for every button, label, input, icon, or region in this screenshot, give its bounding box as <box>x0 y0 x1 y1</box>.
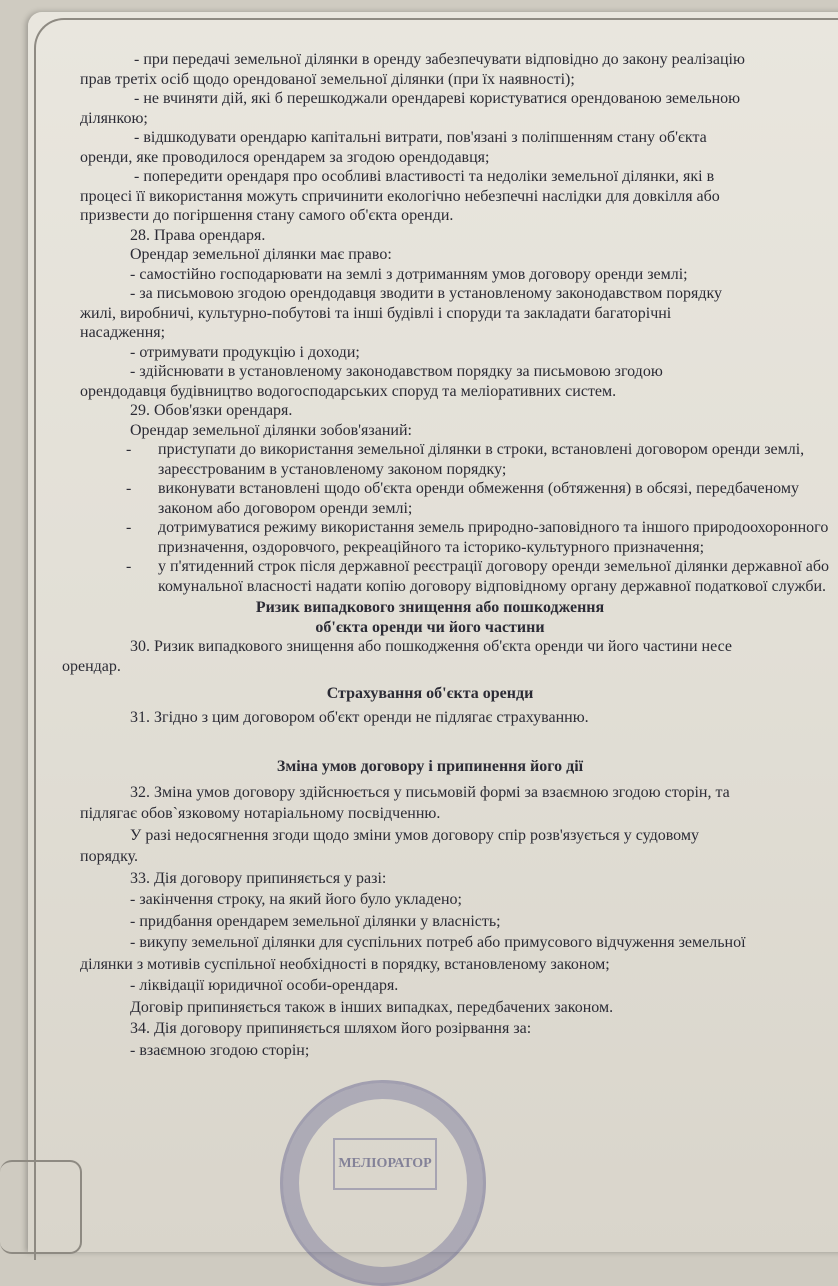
bullet-dash: - <box>126 519 132 536</box>
text-line: порядку. <box>80 848 139 865</box>
text-line: ділянки з мотивів суспільної необхідності в порядку, встановленому законом; <box>80 955 610 973</box>
text-line: - ліквідації юридичної особи-орендаря. <box>130 977 399 994</box>
text-line: 33. Дія договору припиняється у разі: <box>130 869 387 887</box>
duty-item <box>80 557 838 596</box>
text-line: оренди, яке проводилося орендарем за згодою орендодавця; <box>80 148 490 166</box>
duty-text: виконувати встановлені щодо об'єкта оренди обмеження (обтяження) в обсязі, передбаченому законом або договором оренди землі; <box>158 480 799 517</box>
duty-text: у п'ятиденний строк після державної реєстрації договору оренди земельної ділянки державної або комунальної власності надати копію договору відповідному органу державної податкової служби. <box>158 558 830 595</box>
text-line: 32. Зміна умов договору здійснюється у письмовій формі за взаємною згодою сторін, та <box>130 783 730 801</box>
insurance-paragraph: 31. Згідно з цим договором об'єкт оренди не підлягає страхуванню. <box>130 708 589 726</box>
text-line: жилі, виробничі, культурно-побутові та інші будівлі і споруди та закладати багаторічні <box>80 304 672 322</box>
duty-text: дотримуватися режиму використання земель природно-заповідного та іншого природоохоронного призначення, оздоровчого, рекреаційного та історико-культурного призначення; <box>158 519 829 556</box>
text-line: прав третіх осіб щодо орендованої земельної ділянки (при їх наявності); <box>80 70 575 88</box>
text-line: - самостійно господарювати на землі з дотриманням умов договору оренди землі; <box>130 265 688 283</box>
insurance-heading: Страхування об'єкта оренди <box>326 685 534 702</box>
risk-heading-line2: об'єкта оренди чи його частини <box>315 618 545 636</box>
text-line: 34. Дія договору припиняється шляхом його розірвання за: <box>130 1020 532 1037</box>
tenant-duties-list <box>80 440 838 596</box>
text-line: - отримувати продукцію і доходи; <box>130 343 360 361</box>
bullet-dash: - <box>126 480 132 497</box>
text-line: підлягає обов`язковому нотаріальному посвідченню. <box>80 805 441 822</box>
text-line: ділянкою; <box>80 109 148 127</box>
seal-center: МЕЛІОРАТОР <box>333 1138 437 1190</box>
duty-item <box>80 518 838 557</box>
change-termination-section <box>80 783 838 1061</box>
document-body <box>62 50 838 1060</box>
bullet-dash: - <box>126 558 132 575</box>
text-line: Договір припиняється також в інших випадках, передбачених законом. <box>130 998 614 1016</box>
duty-item <box>80 479 838 518</box>
text-line: - не вчиняти дій, які б перешкоджали орендареві користуватися орендованою земельною <box>134 90 741 107</box>
lease-obligations-section <box>80 50 838 440</box>
risk-paragraph: 30. Ризик випадкового знищення або пошкодження об'єкта оренди чи його частини несе <box>130 638 732 655</box>
text-line: - взаємною згодою сторін; <box>130 1041 310 1059</box>
duty-item <box>80 440 838 479</box>
text-line: орендодавця будівництво водогосподарських споруд та меліоративних систем. <box>80 382 617 400</box>
text-line: призвести до погіршення стану самого об'єкта оренди. <box>80 207 454 224</box>
change-heading: Зміна умов договору і припинення його дії <box>276 758 584 775</box>
text-line: процесі її використання можуть спричинити екологічно небезпечні наслідки для довкілля або <box>80 187 720 205</box>
text-line: У разі недосягнення згоди щодо зміни умов договору спір розв'язується у судовому <box>130 826 699 844</box>
bullet-dash: - <box>126 441 132 458</box>
text-line: - попередити орендаря про особливі властивості та недоліки земельної ділянки, які в <box>134 168 715 185</box>
official-seal-stamp <box>280 1080 486 1286</box>
risk-heading-line1: Ризик випадкового знищення або пошкодження <box>255 599 605 616</box>
risk-paragraph-cont: орендар. <box>62 657 121 675</box>
text-line: - при передачі земельної ділянки в оренду забезпечувати відповідно до закону реалізацію <box>134 51 745 68</box>
text-line: - придбання орендарем земельної ділянки у власність; <box>130 912 501 930</box>
text-line: 28. Права орендаря. <box>130 226 266 244</box>
text-line: - здійснювати в установленому законодавством порядку за письмовою згодою <box>130 363 663 380</box>
text-line: Орендар земельної ділянки має право: <box>130 246 392 263</box>
text-line: - викупу земельної ділянки для суспільних потреб або примусового відчуження земельної <box>130 934 746 951</box>
text-line: насадження; <box>80 324 166 341</box>
text-line: 29. Обов'язки орендаря. <box>130 402 293 419</box>
text-line: - закінчення строку, на який його було укладено; <box>130 891 462 908</box>
text-line: Орендар земельної ділянки зобов'язаний: <box>130 421 412 439</box>
duty-text: приступати до використання земельної ділянки в строки, встановлені договором оренди землі, зареєстрованим в установленому законом порядку; <box>158 441 805 478</box>
lower-left-frame-corner <box>0 1160 82 1254</box>
text-line: - відшкодувати орендарю капітальні витрати, пов'язані з поліпшенням стану об'єкта <box>134 129 707 146</box>
text-line: - за письмовою згодою орендодавця зводити в установленому законодавством порядку <box>130 285 723 302</box>
